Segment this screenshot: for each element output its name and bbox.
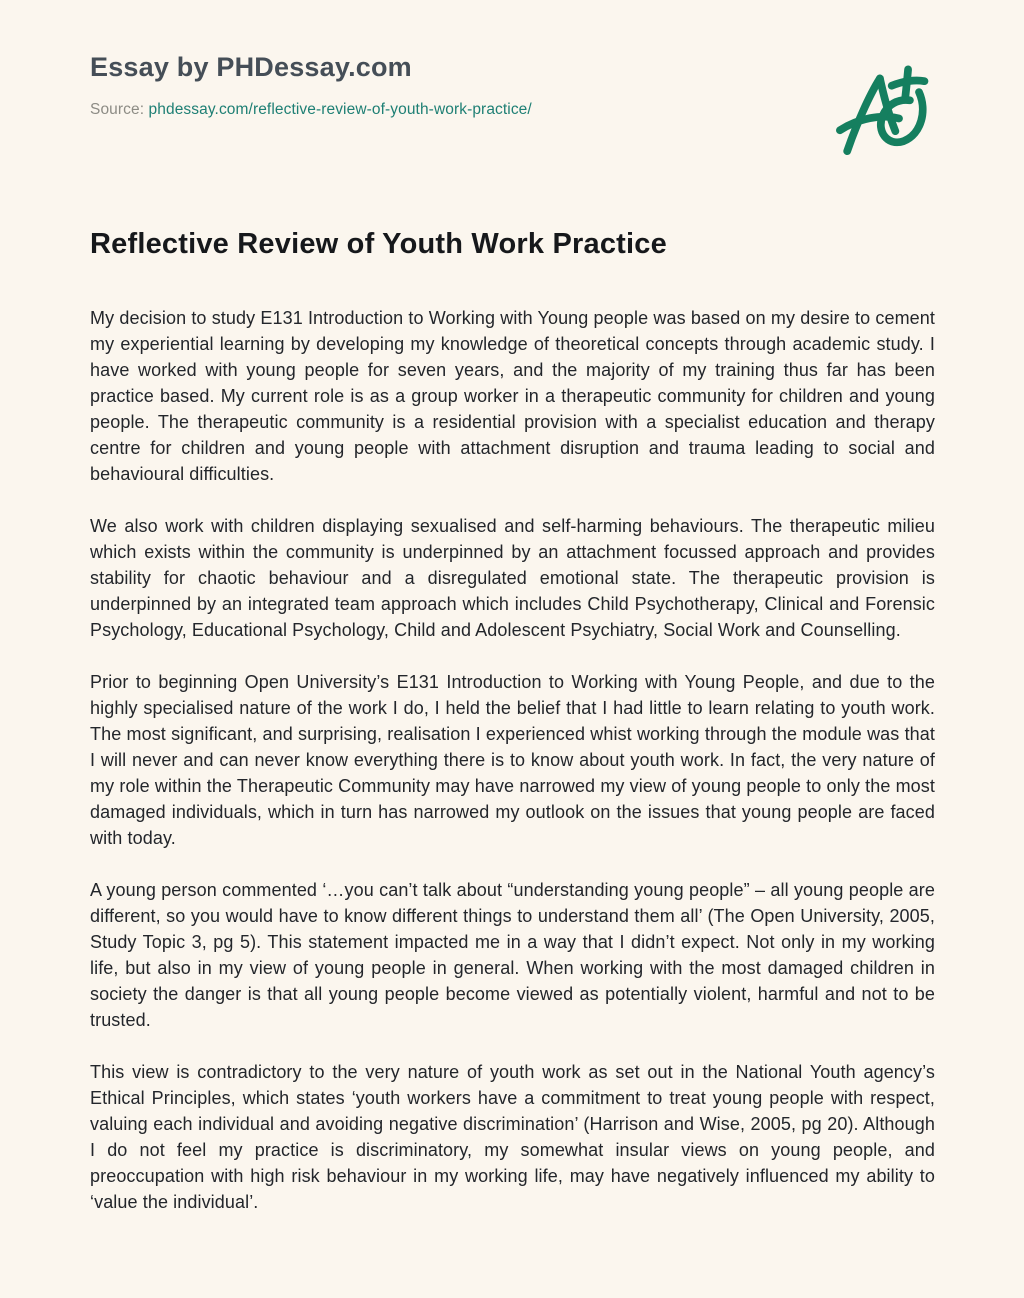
essay-paragraph-3: Prior to beginning Open University’s E131 Introduction to Working with Young People, and due to the highly specialised nature of the work I do, I held the belief that I had little to learn relating to youth work. The most significant, and surprising, realisation I experienced whist working through the module was that I will never and can never know everything there is to know about youth work. In fact, the very nature of my role within the Therapeutic Community may have narrowed my view of young people to only the most damaged individuals, which in turn has narrowed my outlook on the issues that young people are faced with today. xyxy=(90,672,935,848)
essay-paragraph-5: This view is contradictory to the very nature of youth work as set out in the National Youth agency’s Ethical Principles, which states ‘youth workers have a commitment to treat young people with respect, valuing each individual and avoiding negative discrimination’ (Harrison and Wise, 2005, pg 20). Although I do not feel my practice is discriminatory, my somewhat insular views on young people, and preoccupation with high risk behaviour in my working life, may have negatively influenced my ability to ‘value the individual’. xyxy=(90,1062,935,1212)
source-line xyxy=(90,101,532,119)
essay-body xyxy=(90,305,935,1215)
header-title: Essay by PHDessay.com xyxy=(90,52,412,82)
essay-paragraph-4: A young person commented ‘…you can’t talk about “understanding young people” – all young people are different, so you would have to know different things to understand them all’ (The Open University, 2005, Study Topic 3, pg 5). This statement impacted me in a way that I didn’t expect. Not only in my working life, but also in my view of young people in general. When working with the most damaged children in society the danger is that all young people become viewed as potentially violent, harmful and not to be trusted. xyxy=(90,880,935,1030)
essay-paragraph-1: My decision to study E131 Introduction to Working with Young people was based on my desire to cement my experiential learning by developing my knowledge of theoretical concepts through academic study. I have worked with young people for seven years, and the majority of my training thus far has been practice based. My current role is as a group worker in a therapeutic community for children and young people. The therapeutic community is a residential provision with a specialist education and therapy centre for children and young people with attachment disruption and trauma leading to social and behavioural difficulties. xyxy=(90,308,935,484)
essay-paragraph-2: We also work with children displaying sexualised and self-harming behaviours. The therapeutic milieu which exists within the community is underpinned by an attachment focussed approach and provides stability for chaotic behaviour and a disregulated emotional state. The therapeutic provision is underpinned by an integrated team approach which includes Child Psychotherapy, Clinical and Forensic Psychology, Educational Psychology, Child and Adolescent Psychiatry, Social Work and Counselling. xyxy=(90,516,935,640)
source-label: Source: xyxy=(90,101,145,118)
header-text-block xyxy=(90,46,532,119)
source-url-link[interactable]: phdessay.com/reflective-review-of-youth-work-practice/ xyxy=(148,101,532,118)
page-header xyxy=(90,46,935,170)
essay-title: Reflective Review of Youth Work Practice xyxy=(90,228,667,260)
phdessay-a-plus-logo xyxy=(829,56,929,170)
